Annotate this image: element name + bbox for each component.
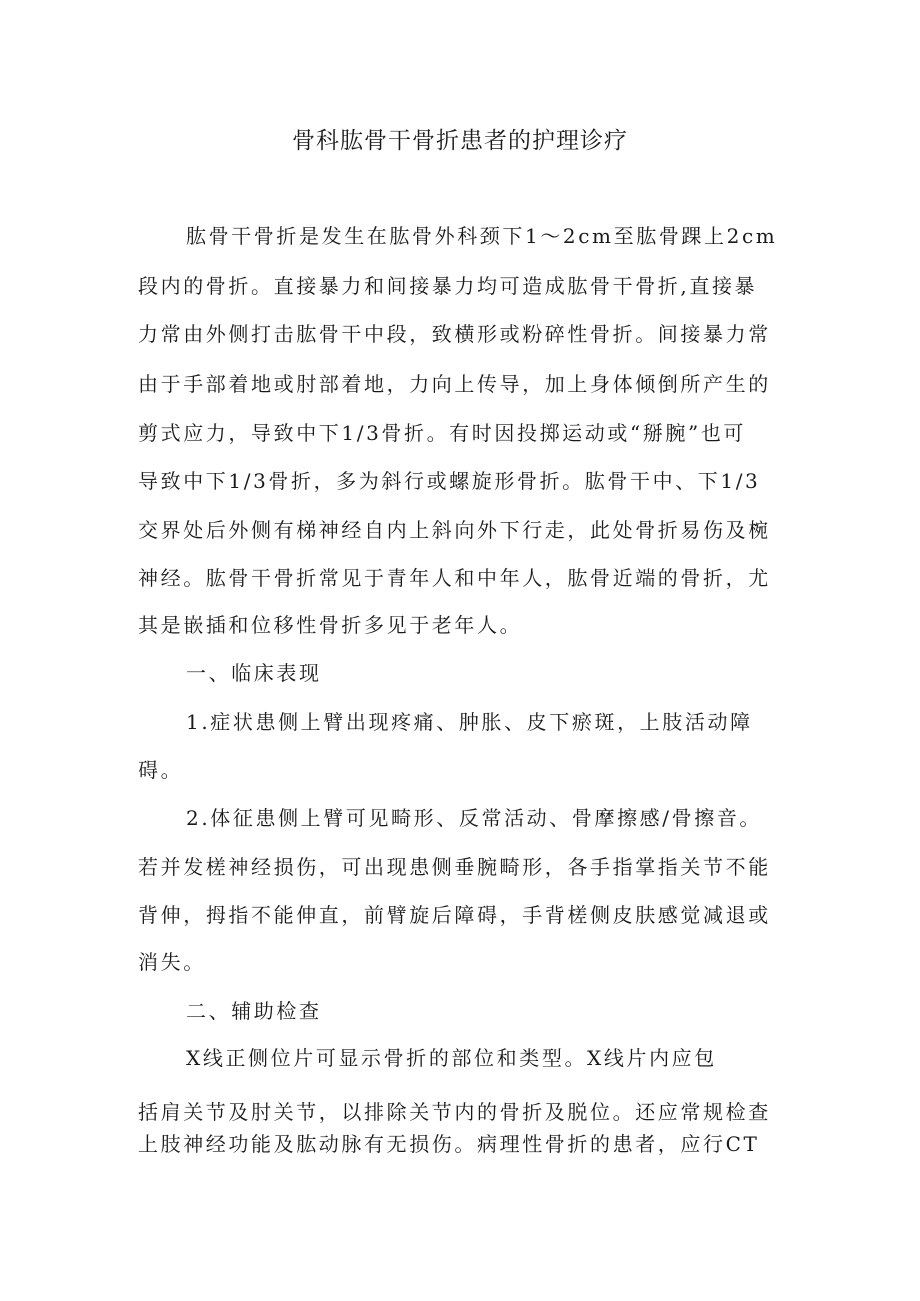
paragraph-line: 若并发槎神经损伤，可出现患侧垂腕畸形，各手指掌指关节不能 bbox=[138, 855, 771, 879]
paragraph-line: 力常由外侧打击肱骨干中段，致横形或粉碎性骨折。间接暴力常 bbox=[138, 322, 771, 346]
paragraph-line: 由于手部着地或肘部着地，力向上传导，加上身体倾倒所产生的 bbox=[138, 372, 771, 396]
paragraph-line: 上肢神经功能及肱动脉有无损伤。病理性骨折的患者，应行CT bbox=[138, 1132, 760, 1156]
paragraph-line: 碍。 bbox=[138, 758, 184, 782]
paragraph-line: 1.症状患侧上臂出现疼痛、肿胀、皮下瘀斑，上肢活动障 bbox=[186, 710, 753, 734]
paragraph-line: 背伸，拇指不能伸直，前臂旋后障碍，手背槎侧皮肤感觉减退或 bbox=[138, 903, 771, 927]
paragraph-line: 交界处后外侧有梯神经自内上斜向外下行走，此处骨折易伤及椀 bbox=[138, 518, 771, 542]
paragraph-line: 肱骨干骨折是发生在肱骨外科颈下1～2cm至肱骨踝上2cm bbox=[186, 224, 778, 248]
document-title: 骨科肱骨干骨折患者的护理诊疗 bbox=[292, 128, 628, 154]
paragraph-line: 剪式应力，导致中下1/3骨折。有时因投掷运动或“掰腕”也可 bbox=[138, 421, 747, 445]
section-heading: 二、辅助检查 bbox=[186, 999, 322, 1023]
paragraph-line: 其是嵌插和位移性骨折多见于老年人。 bbox=[138, 613, 523, 637]
section-heading: 一、临床表现 bbox=[186, 661, 322, 685]
paragraph-line: 段内的骨折。直接暴力和间接暴力均可造成肱骨干骨折,直接暴 bbox=[138, 274, 758, 298]
paragraph-line: X线正侧位片可显示骨折的部位和类型。X线片内应包 bbox=[186, 1046, 717, 1070]
paragraph-line: 消失。 bbox=[138, 950, 206, 974]
paragraph-line: 括肩关节及肘关节，以排除关节内的骨折及脱位。还应常规检查 bbox=[138, 1100, 771, 1124]
paragraph-line: 2.体征患侧上臂可见畸形、反常活动、骨摩擦感/骨擦音。 bbox=[186, 806, 763, 830]
paragraph-line: 导致中下1/3骨折，多为斜行或螺旋形骨折。肱骨干中、下1/3 bbox=[138, 469, 761, 493]
paragraph-line: 神经。肱骨干骨折常见于青年人和中年人，肱骨近端的骨折，尤 bbox=[138, 566, 771, 590]
